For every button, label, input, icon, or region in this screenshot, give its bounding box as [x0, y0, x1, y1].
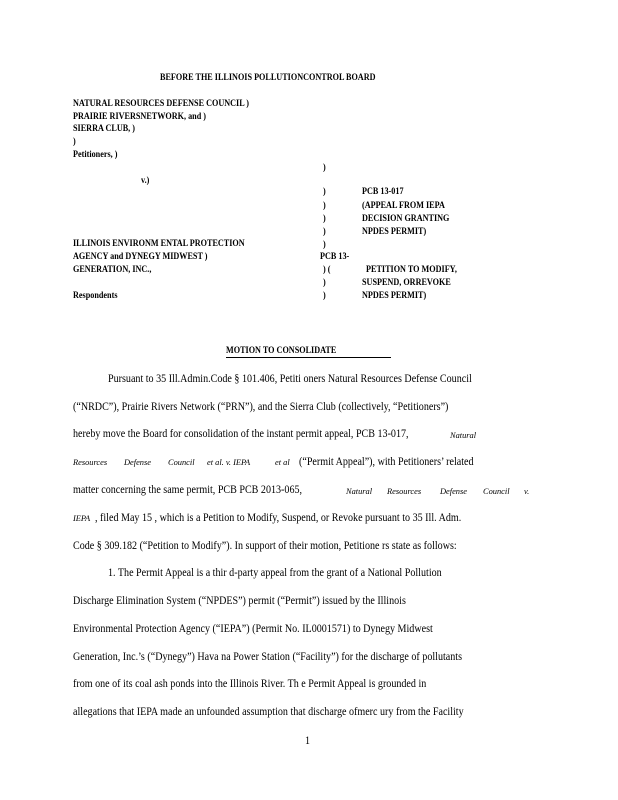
p2-line-3: Environmental Protection Agency (“IEPA”) (Permit No. IL0001571) to Dynegy Midwest	[73, 623, 433, 635]
motion-title-underline	[226, 357, 391, 358]
pcb-bottom-line-2: PETITION TO MODIFY,	[366, 265, 457, 275]
p1-line-2: (“NRDC”), Prairie Rivers Network (“PRN”), and the Sierra Club (collectively, “Petitioners”)	[73, 401, 449, 413]
pcb-top-line-3: DECISION GRANTING	[362, 214, 450, 224]
p1-line-7: Code § 309.182 (“Petition to Modify”). In support of their motion, Petitione rs state as follows:	[73, 540, 457, 552]
p1-case2-natural: Natural	[346, 487, 373, 496]
paren-7: ) (	[323, 265, 331, 275]
p1-case-resources: Resources	[73, 458, 108, 467]
p1-case-defense: Defense	[124, 458, 151, 467]
p1-case-council: Council	[168, 458, 195, 467]
petitioner-line-3: SIERRA CLUB, )	[73, 124, 135, 134]
petitioner-line-1: NATURAL RESOURCES DEFENSE COUNCIL )	[73, 99, 249, 109]
p2-line-4: Generation, Inc.’s (“Dynegy”) Hava na Power Station (“Facility”) for the discharge of pollutants	[73, 651, 463, 663]
respondent-line-3: GENERATION, INC.,	[73, 265, 152, 275]
p1-case2-v: v.	[524, 487, 530, 496]
p2-line-5: from one of its coal ash ponds into the Illinois River. Th e Permit Appeal is grounded in	[73, 678, 427, 690]
petitioners-label: Petitioners, )	[73, 150, 118, 160]
page-number: 1	[305, 735, 311, 747]
p1-case2-council: Council	[483, 487, 510, 496]
petitioner-line-4: )	[73, 137, 76, 147]
p1-case2-defense: Defense	[440, 487, 467, 496]
p2-line-6: allegations that IEPA made an unfounded assumption that discharge ofmerc ury from the Facility	[73, 706, 464, 718]
respondent-line-2: AGENCY and DYNEGY MIDWEST )	[73, 252, 208, 262]
respondent-line-1: ILLINOIS ENVIRONM ENTAL PROTECTION	[73, 239, 245, 249]
p1-case-etal-v-iepa: et al. v. IEPA	[207, 458, 251, 467]
p1-case-natural: Natural	[450, 431, 477, 440]
pcb-number-top: PCB 13-017	[362, 187, 404, 197]
petitioner-line-2: PRAIRIE RIVERSNETWORK, and )	[73, 112, 207, 122]
pcb-top-line-4: NPDES PERMIT)	[362, 227, 427, 237]
p1-line-1: Pursuant to 35 Ill.Admin.Code § 101.406, Petiti oners Natural Resources Defense Council	[108, 373, 472, 385]
p1-line-4-rest: (“Permit Appeal”), with Petitioners’ related	[299, 456, 474, 468]
paren-9: )	[323, 291, 326, 301]
paren-2: )	[323, 187, 326, 197]
paren-8: )	[323, 278, 326, 288]
p1-case2-resources: Resources	[387, 487, 422, 496]
paren-5: )	[323, 227, 326, 237]
pcb-bottom-line-4: NPDES PERMIT)	[362, 291, 427, 301]
pcb-number-bottom: PCB 13-	[320, 252, 350, 262]
motion-title: MOTION TO CONSOLIDATE	[226, 346, 337, 356]
paren-6: )	[323, 240, 326, 250]
paren-3: )	[323, 201, 326, 211]
respondents-label: Respondents	[73, 291, 118, 301]
p1-line-3: hereby move the Board for consolidation of the instant permit appeal, PCB 13-017,	[73, 428, 409, 440]
pcb-bottom-line-3: SUSPEND, ORREVOKE	[362, 278, 451, 288]
p1-case2-iepa: IEPA	[73, 514, 91, 523]
p1-line-5: matter concerning the same permit, PCB PCB 2013-065,	[73, 484, 303, 496]
pcb-top-line-2: (APPEAL FROM IEPA	[362, 201, 445, 211]
p1-case-etal: et al	[275, 458, 290, 467]
versus-label: v.)	[141, 176, 150, 186]
p2-line-1: 1. The Permit Appeal is a thir d-party appeal from the grant of a National Pollution	[108, 567, 442, 579]
p1-line-6-rest: , filed May 15 , which is a Petition to Modify, Suspend, or Revoke pursuant to 35 Ill. Adm.	[95, 512, 462, 524]
paren-1: )	[323, 163, 326, 173]
paren-4: )	[323, 214, 326, 224]
p2-line-2: Discharge Elimination System (“NPDES”) permit (“Permit”) issued by the Illinois	[73, 595, 406, 607]
board-title: BEFORE THE ILLINOIS POLLUTIONCONTROL BOARD	[160, 73, 376, 83]
